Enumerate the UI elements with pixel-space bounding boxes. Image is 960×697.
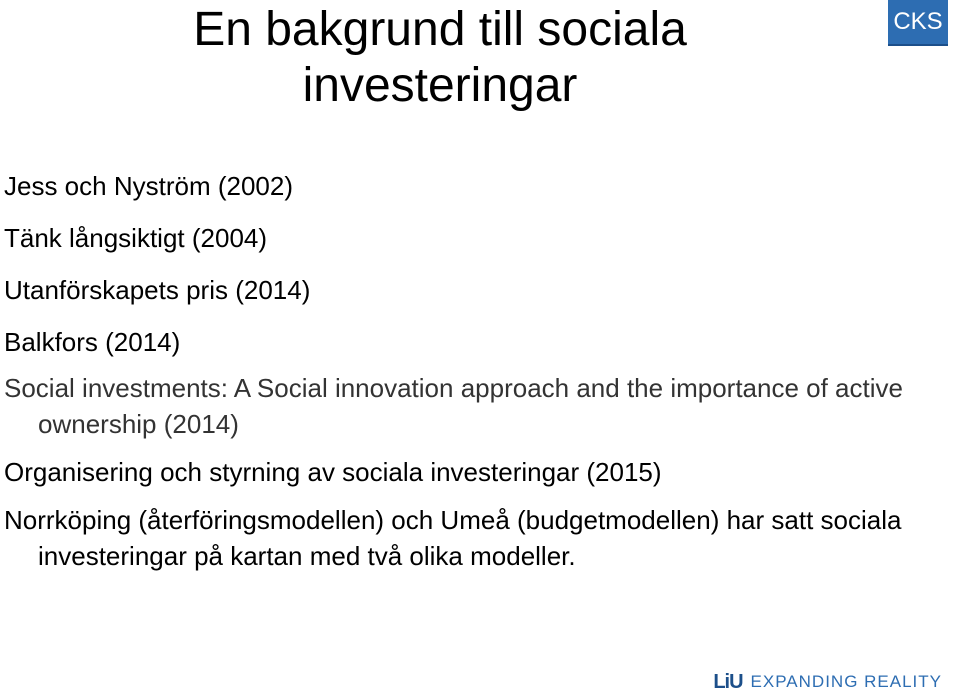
footer-tagline: EXPANDING REALITY — [750, 672, 942, 691]
list-item: Tänk långsiktigt (2004) — [4, 223, 268, 253]
list-item: Social investments: A Social innovation approach and the importance of active ownership (2014) — [4, 373, 903, 439]
list-item: Organisering och styrning av sociala investeringar (2015) — [4, 457, 662, 487]
bullet-list — [4, 168, 904, 574]
footer-branding — [713, 669, 942, 695]
cks-badge: CKS — [888, 0, 948, 46]
list-item: Utanförskapets pris (2014) — [4, 275, 311, 305]
slide-title-line-2: investeringar — [302, 59, 578, 112]
list-item: Jess och Nyström (2002) — [4, 171, 293, 201]
list-item: Norrköping (återföringsmodellen) och Umeå (budgetmodellen) har satt sociala investeringar på kartan med två olika modeller. — [4, 505, 902, 571]
liu-logo: LiU — [713, 670, 743, 693]
slide-title-line-1: En bakgrund till sociala — [193, 3, 687, 56]
list-item: Balkfors (2014) — [4, 327, 181, 357]
slide-title — [60, 2, 820, 114]
